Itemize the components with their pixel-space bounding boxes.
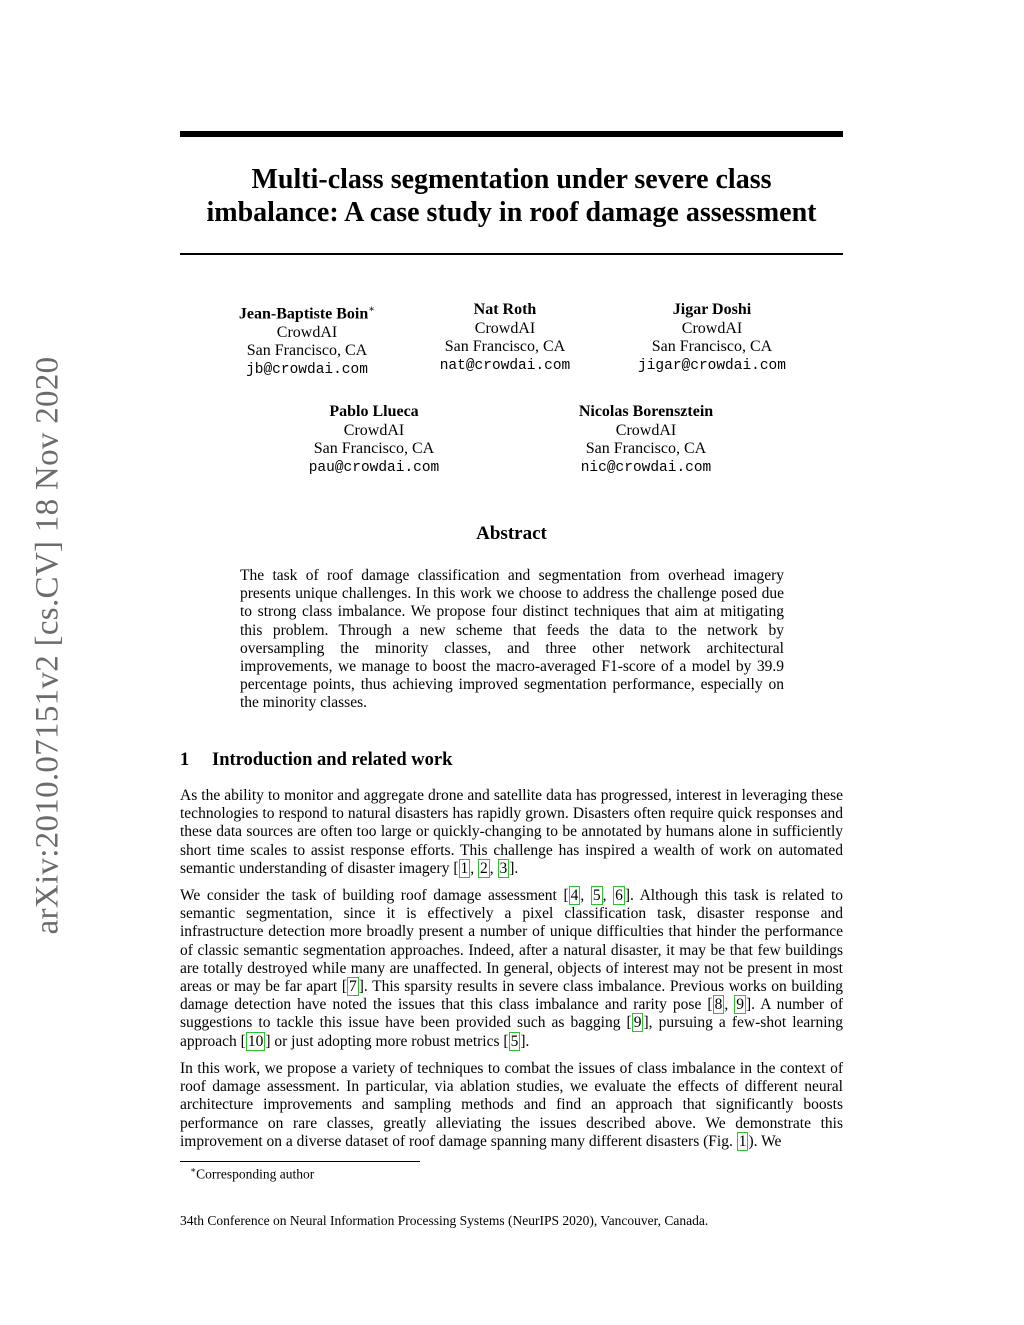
citation-link[interactable]: 5 xyxy=(592,887,601,904)
citation-link[interactable]: 9 xyxy=(736,996,745,1014)
paragraph-text: ). We xyxy=(748,1132,782,1150)
author-location: San Francisco, CA xyxy=(246,342,368,360)
citation-link[interactable]: 9 xyxy=(633,1014,642,1032)
paragraph-text: In this work, we propose a variety of techniques to combat the issues of class imbalance in the context of roof damage assessment. In particular, via ablation studies, we evaluate the effects of different neural architecture improvements and sampling methods and find an approach that significantly boosts performance on rare classes, greatly alleviating the issues described above. We demonstrate this improvement on a diverse dataset of roof damage spanning many different disasters (Fig. xyxy=(180,1060,843,1150)
author-location: San Francisco, CA xyxy=(444,338,566,355)
section-heading xyxy=(180,750,843,771)
author-email[interactable]: jigar@crowdai.com xyxy=(638,357,786,374)
author-affiliation: CrowdAI xyxy=(343,421,405,439)
footnote xyxy=(190,1165,314,1183)
author-name-text: Jean-Baptiste Boin xyxy=(238,305,369,323)
citation-link[interactable]: 10 xyxy=(247,1032,264,1050)
author-block-llueca xyxy=(264,403,484,477)
paragraph-text: ]. xyxy=(520,1032,530,1050)
intro-paragraph-3 xyxy=(180,1060,843,1151)
author-name: Nicolas Borensztein xyxy=(578,403,714,420)
intro-paragraph-2: We consider the task of building roof damage assessment [ 4 , 5 , 6 ]. Although this task is related to semantic segmentation, since it is effectively a pixel classification task, disaster response and infrastructure detection more broadly present a number of unique difficulties that hinder the performance of classic semantic segmentation approaches. Indeed, after a natural disaster, it may be that few buildings are totally destroyed while many are unaffected. In general, objects of interest may not be present in most areas or may be far apart [ 7 ]. This sparsity results in severe class imbalance. Previous works on building damage detection have noted the issues that this class imbalance and rarity pose [ 8 , 9 ]. A number of suggestions to tackle this issue have been provided such as bagging [ 9 ], pursuing a few-shot learning approach [ 10 ] or just adopting more robust metrics [ 5 ]. xyxy=(180,887,844,1050)
citation-link[interactable]: 8 xyxy=(714,996,723,1014)
author-email[interactable]: nic@crowdai.com xyxy=(580,459,712,476)
figure-reference-link[interactable]: 1 xyxy=(738,1132,747,1150)
author-block-doshi xyxy=(602,301,822,375)
author-location: San Francisco, CA xyxy=(585,440,707,457)
citation-link[interactable]: 2 xyxy=(480,859,488,877)
author-affiliation: CrowdAI xyxy=(681,319,743,337)
abstract-heading: Abstract xyxy=(476,523,547,544)
arxiv-identifier-text: arXiv:2010.07151v2 [cs.CV] 18 Nov 2020 xyxy=(29,356,66,934)
citation-link[interactable]: 1 xyxy=(460,859,469,877)
intro-paragraph-1: As the ability to monitor and aggregate drone and satellite data has progressed, interest in leveraging these technologies to respond to natural disasters has rapidly grown. Disasters often require quick responses and these data sources are often too large or quickly-changing to be annotated by humans alone in sufficiently short time scales to assist response efforts. This challenge has inspired a wealth of work on automated semantic understanding of disaster imagery [ 1 , 2 , 3 ]. xyxy=(180,787,843,877)
author-name: Jigar Doshi xyxy=(672,301,752,318)
conference-venue-note: 34th Conference on Neural Information Processing Systems (NeurIPS 2020), Vancouver, Canada. xyxy=(180,1213,709,1228)
paragraph-text: ]. Although this task is related to semantic segmentation, since it is effectively a pixel classification task, disaster response and infrastructure detection more broadly present a number of unique difficulties that hinder the performance of classic semantic segmentation approaches. Indeed, after a natural disaster, it may be that few buildings are totally destroyed while many are unaffected. In general, objects of interest may not be present in most areas or may be far apart [ xyxy=(180,887,844,996)
author-block-borensztein xyxy=(536,403,756,477)
abstract-text: The task of roof damage classification and segmentation from overhead imagery presents unique challenges. In this work we choose to address the challenge posed due to strong class imbalance. We propose four distinct techniques that aim at mitigating this problem. Through a new scheme that feeds the data to the network by oversampling the minority classes, and three other network architectural improvements, we manage to boost the macro-averaged F1-score of a model by 39.9 percentage points, thus achieving improved segmentation performance, especially on the minority classes. xyxy=(240,567,784,712)
author-location: San Francisco, CA xyxy=(313,440,435,457)
author-name: Pablo Llueca xyxy=(329,403,419,420)
paper-title-line-2: imbalance: A case study in roof damage assessment xyxy=(206,197,817,228)
paragraph-text: ]. A number of suggestions to tackle this issue have been provided such as bagging [ xyxy=(180,996,844,1032)
author-affiliation: CrowdAI xyxy=(474,319,536,337)
author-block-boin xyxy=(197,301,417,379)
paragraph-text: ] or just adopting more robust metrics [ xyxy=(265,1032,509,1050)
author-name: Nat Roth xyxy=(473,301,537,318)
footnote-rule xyxy=(180,1161,420,1162)
citation-link[interactable]: 5 xyxy=(510,1032,519,1050)
paragraph-text: ], pursuing a few-shot learning approach [ xyxy=(180,1014,843,1050)
title-top-rule xyxy=(180,131,843,137)
author-block-roth xyxy=(395,301,615,375)
author-name xyxy=(197,301,417,324)
citation-link[interactable]: 3 xyxy=(499,859,508,877)
section-title: Introduction and related work xyxy=(212,750,453,770)
author-location: San Francisco, CA xyxy=(651,338,773,355)
author-affiliation: CrowdAI xyxy=(615,421,677,439)
citation-link[interactable]: 7 xyxy=(349,978,357,996)
title-bottom-rule xyxy=(180,253,843,255)
citation-link[interactable]: 6 xyxy=(615,887,623,904)
author-footnote-mark: ∗ xyxy=(368,304,376,315)
paragraph-text: ]. xyxy=(509,859,519,877)
paragraph-text: As the ability to monitor and aggregate drone and satellite data has progressed, interest in leveraging these technologies to respond to natural disasters has rapidly grown. Disasters often require quick responses and these data sources are often too large or quickly-changing to be annotated by humans alone in sufficiently short time scales to assist response efforts. This challenge has inspired a wealth of work on automated semantic understanding of disaster imagery [ xyxy=(180,787,843,877)
paper-title xyxy=(180,163,843,229)
author-email[interactable]: nat@crowdai.com xyxy=(439,357,571,374)
citation-link[interactable]: 4 xyxy=(570,887,579,904)
author-email[interactable]: jb@crowdai.com xyxy=(246,361,368,378)
paragraph-text: ]. This sparsity results in severe class imbalance. Previous works on building damage detection have noted the issues that this class imbalance and rarity pose [ xyxy=(180,978,844,1014)
arxiv-identifier-stamp xyxy=(28,345,68,945)
paragraph-text: We consider the task of building roof damage assessment [ xyxy=(180,887,569,904)
footnote-mark: ∗ xyxy=(190,1165,197,1175)
section-number: 1 xyxy=(180,750,190,770)
paper-title-line-1: Multi-class segmentation under severe class xyxy=(251,164,772,195)
footnote-text: Corresponding author xyxy=(196,1166,315,1182)
author-email[interactable]: pau@crowdai.com xyxy=(308,459,440,476)
author-affiliation: CrowdAI xyxy=(276,323,338,341)
